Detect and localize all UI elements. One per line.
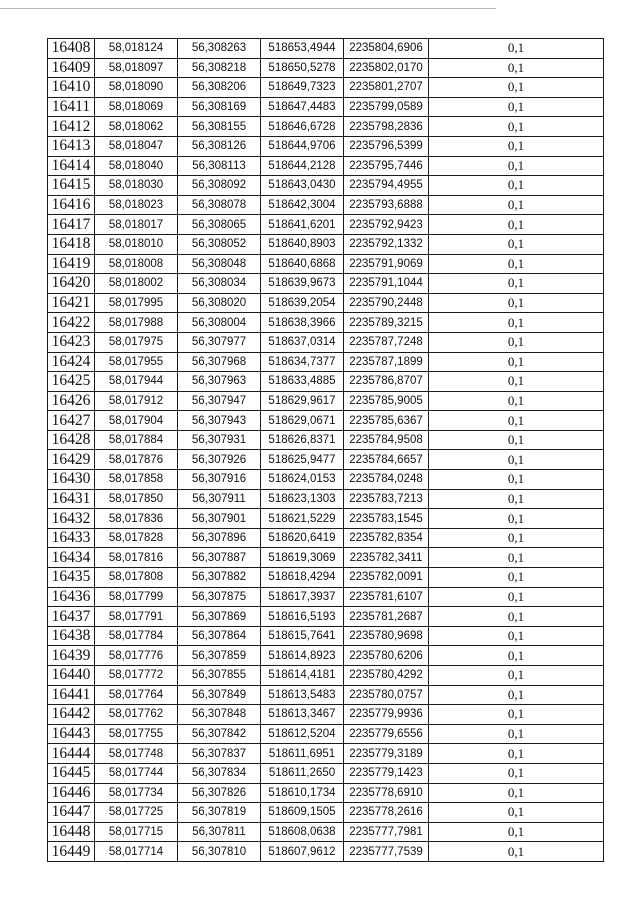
y-coordinate-cell: 2235781,2687 (344, 607, 429, 627)
point-number-cell: 16413 (48, 136, 95, 156)
latitude-cell: 58,017734 (95, 783, 178, 803)
table-row (48, 332, 604, 352)
point-number-cell: 16408 (48, 39, 95, 59)
table-row (48, 176, 604, 196)
longitude-cell: 56,308263 (178, 39, 261, 59)
point-number-cell: 16437 (48, 607, 95, 627)
x-coordinate-cell: 518614,4181 (261, 666, 344, 686)
table-row (48, 568, 604, 588)
latitude-cell: 58,017755 (95, 724, 178, 744)
y-coordinate-cell: 2235787,7248 (344, 332, 429, 352)
x-coordinate-cell: 518619,3069 (261, 548, 344, 568)
point-number-cell: 16412 (48, 117, 95, 137)
point-number-cell: 16445 (48, 763, 95, 783)
table-row (48, 39, 604, 59)
table-row (48, 724, 604, 744)
accuracy-cell: 0,1 (429, 430, 604, 450)
table-row (48, 97, 604, 117)
latitude-cell: 58,017725 (95, 803, 178, 823)
x-coordinate-cell: 518640,6868 (261, 254, 344, 274)
longitude-cell: 56,307977 (178, 332, 261, 352)
latitude-cell: 58,017904 (95, 411, 178, 431)
point-number-cell: 16436 (48, 587, 95, 607)
table-row (48, 430, 604, 450)
point-number-cell: 16411 (48, 97, 95, 117)
accuracy-cell: 0,1 (429, 156, 604, 176)
latitude-cell: 58,018090 (95, 78, 178, 98)
x-coordinate-cell: 518638,3966 (261, 313, 344, 333)
longitude-cell: 56,307811 (178, 822, 261, 842)
longitude-cell: 56,307943 (178, 411, 261, 431)
accuracy-cell: 0,1 (429, 489, 604, 509)
table-row (48, 607, 604, 627)
y-coordinate-cell: 2235802,0170 (344, 58, 429, 78)
accuracy-cell: 0,1 (429, 685, 604, 705)
x-coordinate-cell: 518647,4483 (261, 97, 344, 117)
longitude-cell: 56,308113 (178, 156, 261, 176)
latitude-cell: 58,017988 (95, 313, 178, 333)
accuracy-cell: 0,1 (429, 293, 604, 313)
table-row (48, 234, 604, 254)
accuracy-cell: 0,1 (429, 842, 604, 862)
x-coordinate-cell: 518633,4885 (261, 372, 344, 392)
accuracy-cell: 0,1 (429, 234, 604, 254)
longitude-cell: 56,307963 (178, 372, 261, 392)
accuracy-cell: 0,1 (429, 97, 604, 117)
accuracy-cell: 0,1 (429, 78, 604, 98)
y-coordinate-cell: 2235782,0091 (344, 568, 429, 588)
longitude-cell: 56,308169 (178, 97, 261, 117)
longitude-cell: 56,307869 (178, 607, 261, 627)
longitude-cell: 56,308052 (178, 234, 261, 254)
x-coordinate-cell: 518624,0153 (261, 470, 344, 490)
accuracy-cell: 0,1 (429, 313, 604, 333)
longitude-cell: 56,308004 (178, 313, 261, 333)
latitude-cell: 58,017764 (95, 685, 178, 705)
latitude-cell: 58,018017 (95, 215, 178, 235)
y-coordinate-cell: 2235796,5399 (344, 136, 429, 156)
x-coordinate-cell: 518653,4944 (261, 39, 344, 59)
x-coordinate-cell: 518615,7641 (261, 626, 344, 646)
table-row (48, 156, 604, 176)
latitude-cell: 58,018023 (95, 195, 178, 215)
accuracy-cell: 0,1 (429, 528, 604, 548)
longitude-cell: 56,307848 (178, 705, 261, 725)
point-number-cell: 16425 (48, 372, 95, 392)
coordinates-table-body (48, 39, 604, 862)
longitude-cell: 56,307842 (178, 724, 261, 744)
point-number-cell: 16409 (48, 58, 95, 78)
point-number-cell: 16442 (48, 705, 95, 725)
y-coordinate-cell: 2235782,8354 (344, 528, 429, 548)
longitude-cell: 56,307901 (178, 509, 261, 529)
longitude-cell: 56,307826 (178, 783, 261, 803)
point-number-cell: 16430 (48, 470, 95, 490)
table-row (48, 372, 604, 392)
latitude-cell: 58,018069 (95, 97, 178, 117)
y-coordinate-cell: 2235780,0757 (344, 685, 429, 705)
longitude-cell: 56,307882 (178, 568, 261, 588)
accuracy-cell: 0,1 (429, 470, 604, 490)
latitude-cell: 58,017850 (95, 489, 178, 509)
y-coordinate-cell: 2235779,9936 (344, 705, 429, 725)
accuracy-cell: 0,1 (429, 607, 604, 627)
y-coordinate-cell: 2235780,4292 (344, 666, 429, 686)
longitude-cell: 56,307859 (178, 646, 261, 666)
accuracy-cell: 0,1 (429, 411, 604, 431)
latitude-cell: 58,017784 (95, 626, 178, 646)
longitude-cell: 56,308126 (178, 136, 261, 156)
table-row (48, 117, 604, 137)
point-number-cell: 16422 (48, 313, 95, 333)
x-coordinate-cell: 518649,7323 (261, 78, 344, 98)
latitude-cell: 58,018008 (95, 254, 178, 274)
point-number-cell: 16423 (48, 332, 95, 352)
y-coordinate-cell: 2235784,0248 (344, 470, 429, 490)
latitude-cell: 58,017772 (95, 666, 178, 686)
point-number-cell: 16439 (48, 646, 95, 666)
point-number-cell: 16447 (48, 803, 95, 823)
x-coordinate-cell: 518625,9477 (261, 450, 344, 470)
accuracy-cell: 0,1 (429, 39, 604, 59)
longitude-cell: 56,308048 (178, 254, 261, 274)
table-row (48, 685, 604, 705)
latitude-cell: 58,017995 (95, 293, 178, 313)
y-coordinate-cell: 2235790,2448 (344, 293, 429, 313)
y-coordinate-cell: 2235792,9423 (344, 215, 429, 235)
accuracy-cell: 0,1 (429, 646, 604, 666)
accuracy-cell: 0,1 (429, 215, 604, 235)
point-number-cell: 16449 (48, 842, 95, 862)
x-coordinate-cell: 518614,8923 (261, 646, 344, 666)
accuracy-cell: 0,1 (429, 117, 604, 137)
table-row (48, 391, 604, 411)
x-coordinate-cell: 518609,1505 (261, 803, 344, 823)
accuracy-cell: 0,1 (429, 763, 604, 783)
y-coordinate-cell: 2235783,1545 (344, 509, 429, 529)
longitude-cell: 56,308078 (178, 195, 261, 215)
y-coordinate-cell: 2235777,7981 (344, 822, 429, 842)
point-number-cell: 16433 (48, 528, 95, 548)
table-row (48, 548, 604, 568)
latitude-cell: 58,017799 (95, 587, 178, 607)
point-number-cell: 16417 (48, 215, 95, 235)
x-coordinate-cell: 518650,5278 (261, 58, 344, 78)
accuracy-cell: 0,1 (429, 195, 604, 215)
latitude-cell: 58,017748 (95, 744, 178, 764)
y-coordinate-cell: 2235781,6107 (344, 587, 429, 607)
table-row (48, 744, 604, 764)
x-coordinate-cell: 518607,9612 (261, 842, 344, 862)
table-row (48, 705, 604, 725)
y-coordinate-cell: 2235798,2836 (344, 117, 429, 137)
longitude-cell: 56,307837 (178, 744, 261, 764)
y-coordinate-cell: 2235804,6906 (344, 39, 429, 59)
latitude-cell: 58,017715 (95, 822, 178, 842)
latitude-cell: 58,017714 (95, 842, 178, 862)
longitude-cell: 56,307810 (178, 842, 261, 862)
point-number-cell: 16419 (48, 254, 95, 274)
accuracy-cell: 0,1 (429, 783, 604, 803)
x-coordinate-cell: 518637,0314 (261, 332, 344, 352)
x-coordinate-cell: 518611,6951 (261, 744, 344, 764)
longitude-cell: 56,307875 (178, 587, 261, 607)
accuracy-cell: 0,1 (429, 332, 604, 352)
latitude-cell: 58,017816 (95, 548, 178, 568)
accuracy-cell: 0,1 (429, 666, 604, 686)
point-number-cell: 16435 (48, 568, 95, 588)
longitude-cell: 56,308020 (178, 293, 261, 313)
y-coordinate-cell: 2235784,6657 (344, 450, 429, 470)
x-coordinate-cell: 518613,3467 (261, 705, 344, 725)
y-coordinate-cell: 2235782,3411 (344, 548, 429, 568)
point-number-cell: 16434 (48, 548, 95, 568)
latitude-cell: 58,018002 (95, 274, 178, 294)
x-coordinate-cell: 518623,1303 (261, 489, 344, 509)
table-row (48, 587, 604, 607)
latitude-cell: 58,017836 (95, 509, 178, 529)
table-row (48, 842, 604, 862)
x-coordinate-cell: 518626,8371 (261, 430, 344, 450)
latitude-cell: 58,018040 (95, 156, 178, 176)
table-row (48, 78, 604, 98)
longitude-cell: 56,308155 (178, 117, 261, 137)
x-coordinate-cell: 518612,5204 (261, 724, 344, 744)
latitude-cell: 58,018047 (95, 136, 178, 156)
accuracy-cell: 0,1 (429, 587, 604, 607)
y-coordinate-cell: 2235787,1899 (344, 352, 429, 372)
longitude-cell: 56,308206 (178, 78, 261, 98)
table-row (48, 763, 604, 783)
accuracy-cell: 0,1 (429, 391, 604, 411)
x-coordinate-cell: 518639,2054 (261, 293, 344, 313)
longitude-cell: 56,307931 (178, 430, 261, 450)
point-number-cell: 16416 (48, 195, 95, 215)
point-number-cell: 16446 (48, 783, 95, 803)
x-coordinate-cell: 518646,6728 (261, 117, 344, 137)
longitude-cell: 56,307968 (178, 352, 261, 372)
x-coordinate-cell: 518621,5229 (261, 509, 344, 529)
accuracy-cell: 0,1 (429, 803, 604, 823)
point-number-cell: 16440 (48, 666, 95, 686)
y-coordinate-cell: 2235780,6206 (344, 646, 429, 666)
x-coordinate-cell: 518643,0430 (261, 176, 344, 196)
accuracy-cell: 0,1 (429, 568, 604, 588)
y-coordinate-cell: 2235777,7539 (344, 842, 429, 862)
accuracy-cell: 0,1 (429, 254, 604, 274)
x-coordinate-cell: 518618,4294 (261, 568, 344, 588)
table-row (48, 646, 604, 666)
table-row (48, 352, 604, 372)
latitude-cell: 58,017744 (95, 763, 178, 783)
accuracy-cell: 0,1 (429, 822, 604, 842)
x-coordinate-cell: 518640,8903 (261, 234, 344, 254)
longitude-cell: 56,307947 (178, 391, 261, 411)
table-row (48, 822, 604, 842)
longitude-cell: 56,307819 (178, 803, 261, 823)
point-number-cell: 16444 (48, 744, 95, 764)
latitude-cell: 58,017876 (95, 450, 178, 470)
x-coordinate-cell: 518620,6419 (261, 528, 344, 548)
point-number-cell: 16443 (48, 724, 95, 744)
point-number-cell: 16448 (48, 822, 95, 842)
table-row (48, 470, 604, 490)
longitude-cell: 56,308092 (178, 176, 261, 196)
x-coordinate-cell: 518613,5483 (261, 685, 344, 705)
y-coordinate-cell: 2235792,1332 (344, 234, 429, 254)
accuracy-cell: 0,1 (429, 274, 604, 294)
table-row (48, 274, 604, 294)
latitude-cell: 58,017828 (95, 528, 178, 548)
longitude-cell: 56,308065 (178, 215, 261, 235)
table-row (48, 509, 604, 529)
table-row (48, 528, 604, 548)
x-coordinate-cell: 518611,2650 (261, 763, 344, 783)
table-row (48, 626, 604, 646)
table-row (48, 489, 604, 509)
accuracy-cell: 0,1 (429, 548, 604, 568)
point-number-cell: 16420 (48, 274, 95, 294)
y-coordinate-cell: 2235791,1044 (344, 274, 429, 294)
x-coordinate-cell: 518610,1734 (261, 783, 344, 803)
point-number-cell: 16428 (48, 430, 95, 450)
longitude-cell: 56,308034 (178, 274, 261, 294)
latitude-cell: 58,018062 (95, 117, 178, 137)
longitude-cell: 56,307916 (178, 470, 261, 490)
y-coordinate-cell: 2235791,9069 (344, 254, 429, 274)
table-row (48, 58, 604, 78)
longitude-cell: 56,307926 (178, 450, 261, 470)
x-coordinate-cell: 518634,7377 (261, 352, 344, 372)
point-number-cell: 16421 (48, 293, 95, 313)
longitude-cell: 56,307887 (178, 548, 261, 568)
y-coordinate-cell: 2235786,8707 (344, 372, 429, 392)
point-number-cell: 16410 (48, 78, 95, 98)
latitude-cell: 58,017858 (95, 470, 178, 490)
table-row (48, 215, 604, 235)
x-coordinate-cell: 518642,3004 (261, 195, 344, 215)
point-number-cell: 16441 (48, 685, 95, 705)
longitude-cell: 56,307855 (178, 666, 261, 686)
y-coordinate-cell: 2235780,9698 (344, 626, 429, 646)
y-coordinate-cell: 2235778,6910 (344, 783, 429, 803)
table-row (48, 313, 604, 333)
y-coordinate-cell: 2235778,2616 (344, 803, 429, 823)
accuracy-cell: 0,1 (429, 509, 604, 529)
table-row (48, 293, 604, 313)
x-coordinate-cell: 518629,9617 (261, 391, 344, 411)
page-header-rule (0, 8, 496, 9)
accuracy-cell: 0,1 (429, 176, 604, 196)
longitude-cell: 56,307834 (178, 763, 261, 783)
point-number-cell: 16432 (48, 509, 95, 529)
y-coordinate-cell: 2235785,6367 (344, 411, 429, 431)
table-row (48, 254, 604, 274)
latitude-cell: 58,017808 (95, 568, 178, 588)
x-coordinate-cell: 518644,9706 (261, 136, 344, 156)
latitude-cell: 58,017944 (95, 372, 178, 392)
table-row (48, 783, 604, 803)
y-coordinate-cell: 2235793,6888 (344, 195, 429, 215)
latitude-cell: 58,017791 (95, 607, 178, 627)
longitude-cell: 56,308218 (178, 58, 261, 78)
point-number-cell: 16429 (48, 450, 95, 470)
table-row (48, 136, 604, 156)
latitude-cell: 58,017762 (95, 705, 178, 725)
accuracy-cell: 0,1 (429, 705, 604, 725)
y-coordinate-cell: 2235779,1423 (344, 763, 429, 783)
point-number-cell: 16426 (48, 391, 95, 411)
x-coordinate-cell: 518608,0638 (261, 822, 344, 842)
longitude-cell: 56,307896 (178, 528, 261, 548)
y-coordinate-cell: 2235779,6556 (344, 724, 429, 744)
point-number-cell: 16427 (48, 411, 95, 431)
latitude-cell: 58,018097 (95, 58, 178, 78)
x-coordinate-cell: 518629,0671 (261, 411, 344, 431)
latitude-cell: 58,017975 (95, 332, 178, 352)
x-coordinate-cell: 518616,5193 (261, 607, 344, 627)
x-coordinate-cell: 518641,6201 (261, 215, 344, 235)
latitude-cell: 58,017912 (95, 391, 178, 411)
point-number-cell: 16418 (48, 234, 95, 254)
table-row (48, 411, 604, 431)
accuracy-cell: 0,1 (429, 136, 604, 156)
longitude-cell: 56,307849 (178, 685, 261, 705)
point-number-cell: 16414 (48, 156, 95, 176)
accuracy-cell: 0,1 (429, 724, 604, 744)
latitude-cell: 58,017955 (95, 352, 178, 372)
table-row (48, 803, 604, 823)
accuracy-cell: 0,1 (429, 352, 604, 372)
latitude-cell: 58,018010 (95, 234, 178, 254)
y-coordinate-cell: 2235783,7213 (344, 489, 429, 509)
x-coordinate-cell: 518617,3937 (261, 587, 344, 607)
x-coordinate-cell: 518639,9673 (261, 274, 344, 294)
table-row (48, 195, 604, 215)
y-coordinate-cell: 2235784,9508 (344, 430, 429, 450)
latitude-cell: 58,017884 (95, 430, 178, 450)
latitude-cell: 58,018124 (95, 39, 178, 59)
latitude-cell: 58,017776 (95, 646, 178, 666)
longitude-cell: 56,307911 (178, 489, 261, 509)
accuracy-cell: 0,1 (429, 744, 604, 764)
y-coordinate-cell: 2235799,0589 (344, 97, 429, 117)
y-coordinate-cell: 2235779,3189 (344, 744, 429, 764)
latitude-cell: 58,018030 (95, 176, 178, 196)
x-coordinate-cell: 518644,2128 (261, 156, 344, 176)
point-number-cell: 16438 (48, 626, 95, 646)
accuracy-cell: 0,1 (429, 372, 604, 392)
y-coordinate-cell: 2235794,4955 (344, 176, 429, 196)
point-number-cell: 16424 (48, 352, 95, 372)
point-number-cell: 16415 (48, 176, 95, 196)
table-row (48, 666, 604, 686)
y-coordinate-cell: 2235789,3215 (344, 313, 429, 333)
y-coordinate-cell: 2235785,9005 (344, 391, 429, 411)
y-coordinate-cell: 2235801,2707 (344, 78, 429, 98)
longitude-cell: 56,307864 (178, 626, 261, 646)
y-coordinate-cell: 2235795,7446 (344, 156, 429, 176)
accuracy-cell: 0,1 (429, 626, 604, 646)
point-number-cell: 16431 (48, 489, 95, 509)
coordinates-table (47, 38, 604, 862)
accuracy-cell: 0,1 (429, 58, 604, 78)
accuracy-cell: 0,1 (429, 450, 604, 470)
table-row (48, 450, 604, 470)
